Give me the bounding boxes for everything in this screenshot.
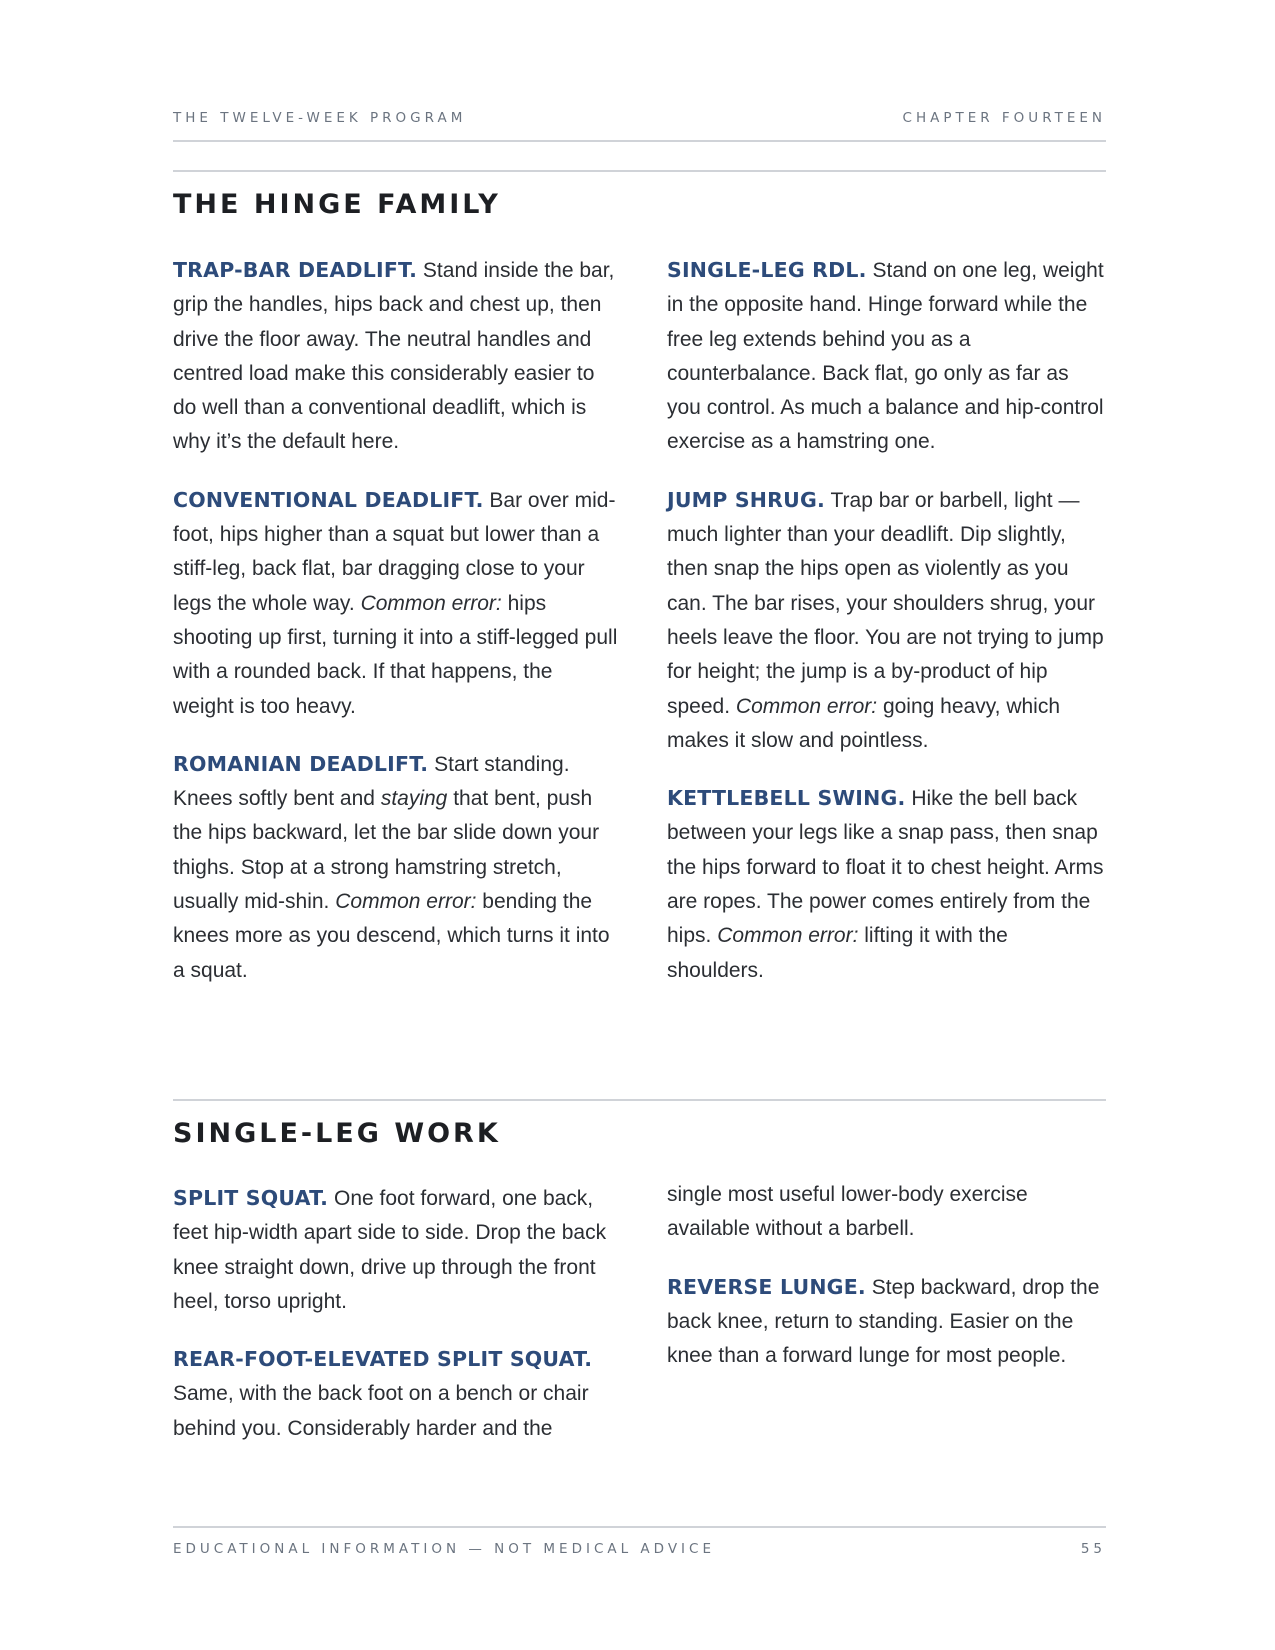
- entry-split-squat: [173, 1181, 618, 1319]
- entry-single-leg-rdl: [667, 253, 1107, 460]
- footer-disclaimer: EDUCATIONAL INFORMATION — NOT MEDICAL ADVICE: [173, 1541, 715, 1557]
- running-header-chapter: CHAPTER FOURTEEN: [902, 110, 1106, 126]
- common-error-label: Common error:: [735, 694, 878, 718]
- entry-text: hips shooting up first, turning it into a stiff-legged pull with a rounded back. If that happens, the weight is too heavy.: [173, 591, 618, 718]
- entry-kettlebell-swing: [667, 781, 1107, 988]
- common-error-label: Common error:: [360, 591, 502, 615]
- entry-term: SINGLE-LEG RDL.: [667, 258, 867, 282]
- common-error-label: Common error:: [717, 924, 859, 948]
- entry-trap-bar-deadlift: [173, 253, 618, 460]
- entry-text: Stand on one leg, weight in the opposite hand. Hinge forward while the free leg extends behind you as a counterbalance. Back flat, go only as far as you control. As much a balance and hip-control exercise as a hamstring one.: [667, 259, 1104, 454]
- entry-text: Bar over mid-foot, hips higher than a squat but lower than a stiff-leg, back flat, bar dragging close to your legs the whole way.: [173, 488, 616, 615]
- entry-text: lifting it with the shoulders.: [667, 924, 1008, 982]
- section-title-hinge: THE HINGE FAMILY: [173, 189, 501, 220]
- entry-text: going heavy, which makes it slow and pointless.: [667, 694, 1061, 752]
- entry-term: CONVENTIONAL DEADLIFT.: [173, 487, 484, 512]
- running-header-title: THE TWELVE-WEEK PROGRAM: [173, 110, 467, 126]
- common-error-label: Common error:: [335, 890, 477, 914]
- footer-rule: [173, 1526, 1106, 1528]
- single-leg-column-right: [667, 1178, 1107, 1396]
- entry-term: JUMP SHRUG.: [667, 487, 826, 512]
- page-number: 55: [1080, 1541, 1106, 1557]
- entry-text: Trap bar or barbell, light — much lighter than your deadlift. Dip slightly, then snap the hips open as violently as you can. The bar rises, your shoulders shrug, your heels leave the floor. You are not trying to jump for height; the jump is a by-product of hip speed.: [667, 488, 1104, 718]
- section-rule-hinge: [173, 170, 1106, 172]
- entry-conventional-deadlift: [173, 483, 618, 724]
- entry-term: TRAP-BAR DEADLIFT.: [173, 258, 418, 282]
- hinge-column-right: [667, 253, 1107, 1011]
- entry-term: SPLIT SQUAT.: [173, 1186, 329, 1210]
- entry-reverse-lunge: [667, 1270, 1107, 1374]
- running-header: [173, 110, 1106, 126]
- entry-text: bending the knees more as you descend, which turns it into a squat.: [173, 890, 610, 982]
- entry-text: Step backward, drop the back knee, return to standing. Easier on the knee than a forward lunge for most people.: [667, 1275, 1100, 1368]
- entry-text: Hike the bell back between your legs like a snap pass, then snap the hips forward to float it to chest height. Arms are ropes. The power comes entirely from the hips.: [667, 787, 1104, 948]
- entry-text: that bent, push the hips backward, let the bar slide down your thighs. Stop at a strong hamstring stretch, usually mid-shin.: [173, 787, 600, 914]
- section-rule-single-leg: [173, 1099, 1106, 1101]
- entry-text: Same, with the back foot on a bench or chair behind you. Considerably harder and the: [173, 1382, 589, 1440]
- entry-rear-foot-elevated-split-squat: [173, 1342, 618, 1446]
- entry-text: Stand inside the bar, grip the handles, hips back and chest up, then drive the floor away. The neutral handles and centred load make this considerably easier to do well than a conventional deadlift, which is why it’s the default here.: [173, 259, 615, 454]
- entry-text: Start standing. Knees softly bent and: [173, 752, 570, 811]
- hinge-column-left: [173, 253, 618, 1011]
- entry-continuation: single most useful lower-body exercise available without a barbell.: [667, 1183, 1028, 1241]
- entry-term: KETTLEBELL SWING.: [667, 786, 906, 811]
- section-title-single-leg: SINGLE-LEG WORK: [173, 1118, 501, 1149]
- emphasis: staying: [380, 787, 448, 811]
- entry-jump-shrug: [667, 483, 1107, 758]
- entry-term: ROMANIAN DEADLIFT.: [173, 751, 429, 776]
- single-leg-column-left: [173, 1181, 618, 1469]
- entry-term: REVERSE LUNGE.: [667, 1274, 866, 1299]
- header-rule: [173, 140, 1106, 142]
- running-footer: [173, 1541, 1106, 1557]
- entry-text: One foot forward, one back, feet hip-width apart side to side. Drop the back knee straight down, drive up through the front heel, torso upright.: [173, 1187, 607, 1313]
- entry-romanian-deadlift: [173, 747, 618, 988]
- entry-term: REAR-FOOT-ELEVATED SPLIT SQUAT.: [173, 1347, 593, 1372]
